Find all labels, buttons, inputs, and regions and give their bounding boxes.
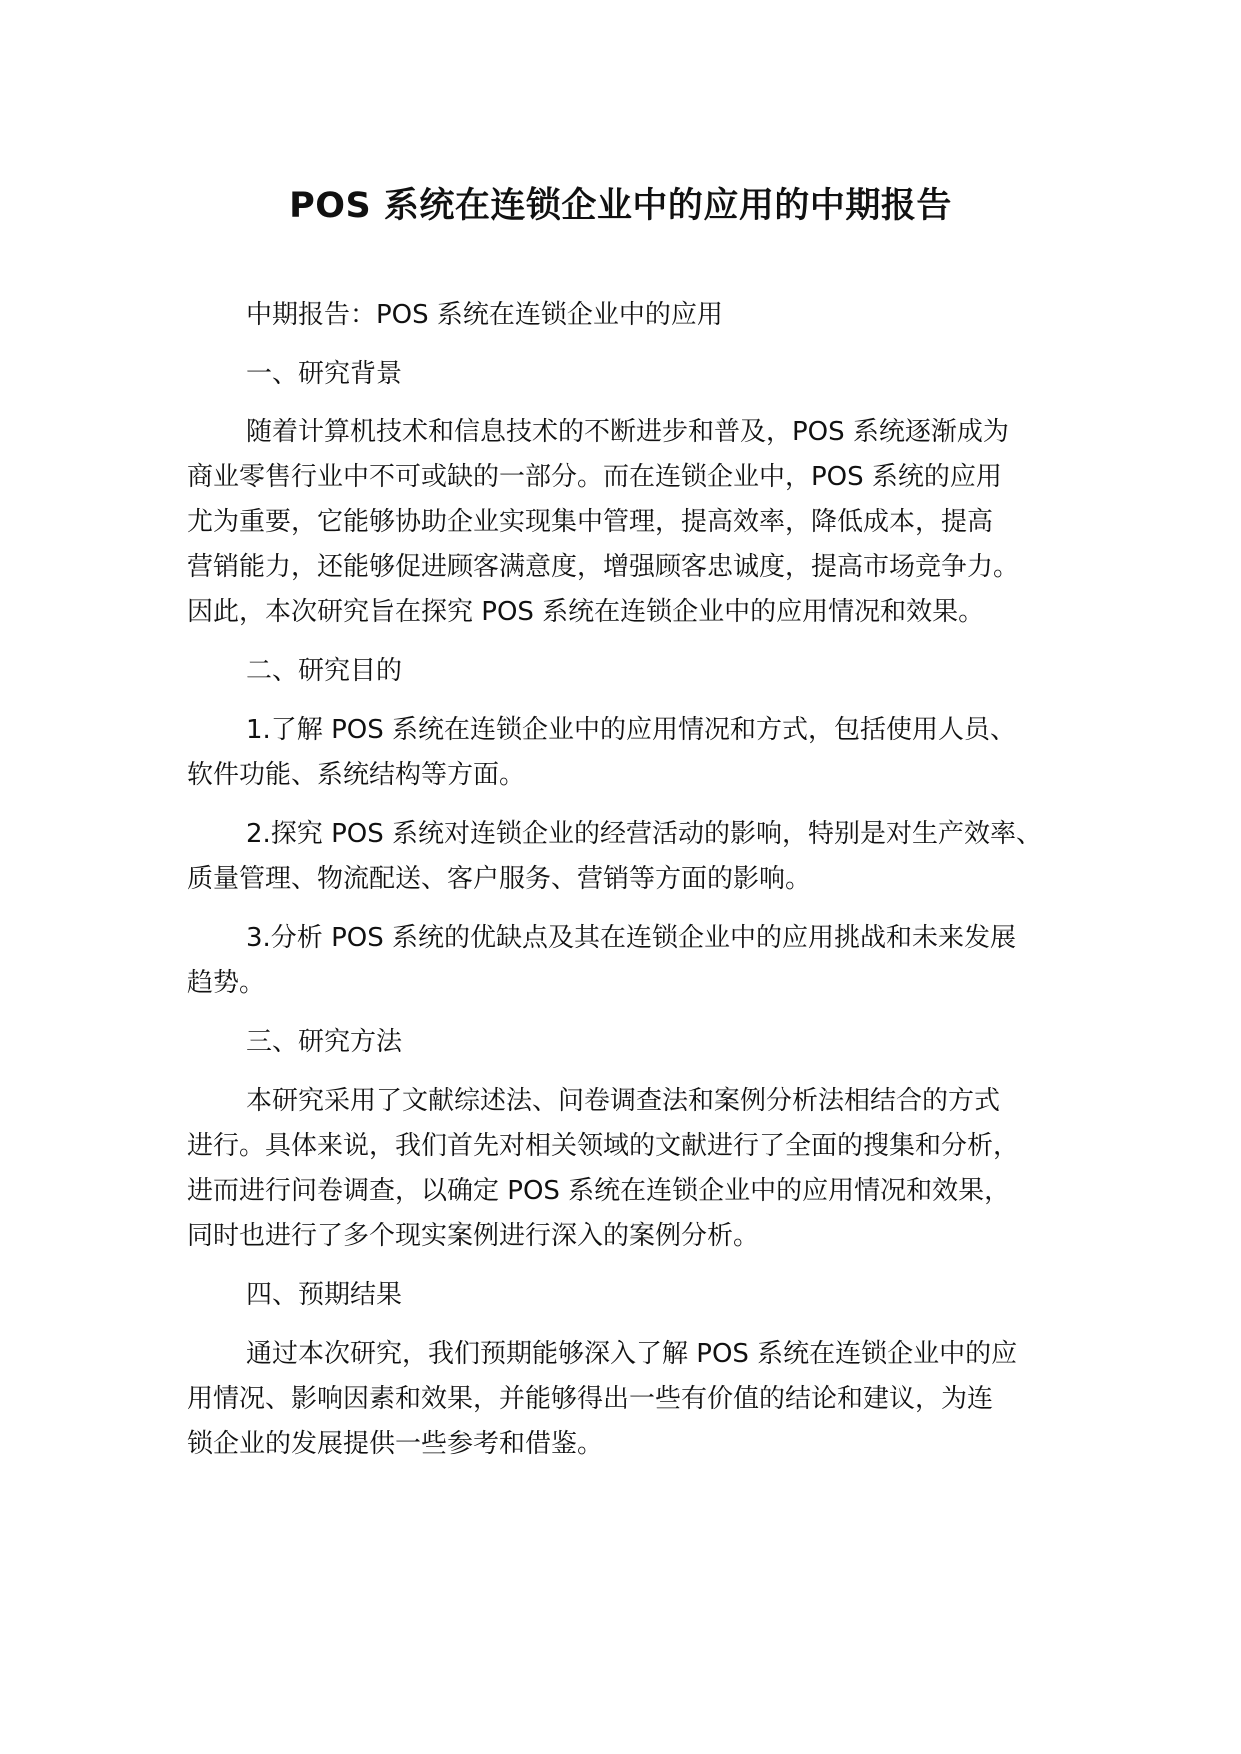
paragraph-line: 锁企业的发展提供一些参考和借鉴。 <box>187 1429 604 1459</box>
list-item-line: 3.分析 POS 系统的优缺点及其在连锁企业中的应用挑战和未来发展 <box>246 923 1016 953</box>
list-item-line: 1.了解 POS 系统在连锁企业中的应用情况和方式，包括使用人员、 <box>246 715 1016 745</box>
paragraph-line: 本研究采用了文献综述法、问卷调查法和案例分析法相结合的方式 <box>246 1086 1001 1116</box>
list-item-line: 软件功能、系统结构等方面。 <box>187 760 526 790</box>
subtitle-line: 中期报告：POS 系统在连锁企业中的应用 <box>246 300 723 330</box>
paragraph-line: 因此，本次研究旨在探究 POS 系统在连锁企业中的应用情况和效果。 <box>187 597 985 627</box>
paragraph-line: 同时也进行了多个现实案例进行深入的案例分析。 <box>187 1221 760 1251</box>
section-heading-background: 一、研究背景 <box>246 359 403 389</box>
section-heading-method: 三、研究方法 <box>246 1027 403 1057</box>
paragraph-line: 进而进行问卷调查，以确定 POS 系统在连锁企业中的应用情况和效果， <box>187 1176 1011 1206</box>
list-item-line: 2.探究 POS 系统对连锁企业的经营活动的影响，特别是对生产效率、 <box>246 819 1042 849</box>
paragraph-line: 通过本次研究，我们预期能够深入了解 POS 系统在连锁企业中的应 <box>246 1339 1018 1369</box>
paragraph-line: 随着计算机技术和信息技术的不断进步和普及，POS 系统逐渐成为 <box>246 417 1009 447</box>
paragraph-line: 尤为重要，它能够协助企业实现集中管理，提高效率，降低成本，提高 <box>187 507 994 537</box>
section-heading-results: 四、预期结果 <box>246 1280 403 1310</box>
paragraph-line: 用情况、影响因素和效果，并能够得出一些有价值的结论和建议，为连 <box>187 1384 994 1414</box>
document-title: POS 系统在连锁企业中的应用的中期报告 <box>289 186 952 226</box>
list-item-line: 质量管理、物流配送、客户服务、营销等方面的影响。 <box>187 864 812 894</box>
paragraph-line: 进行。具体来说，我们首先对相关领域的文献进行了全面的搜集和分析， <box>187 1131 1020 1161</box>
paragraph-line: 营销能力，还能够促进顾客满意度，增强顾客忠诚度，提高市场竞争力。 <box>187 552 1020 582</box>
paragraph-line: 商业零售行业中不可或缺的一部分。而在连锁企业中，POS 系统的应用 <box>187 462 1002 492</box>
section-heading-purpose: 二、研究目的 <box>246 656 403 686</box>
list-item-line: 趋势。 <box>187 968 266 998</box>
